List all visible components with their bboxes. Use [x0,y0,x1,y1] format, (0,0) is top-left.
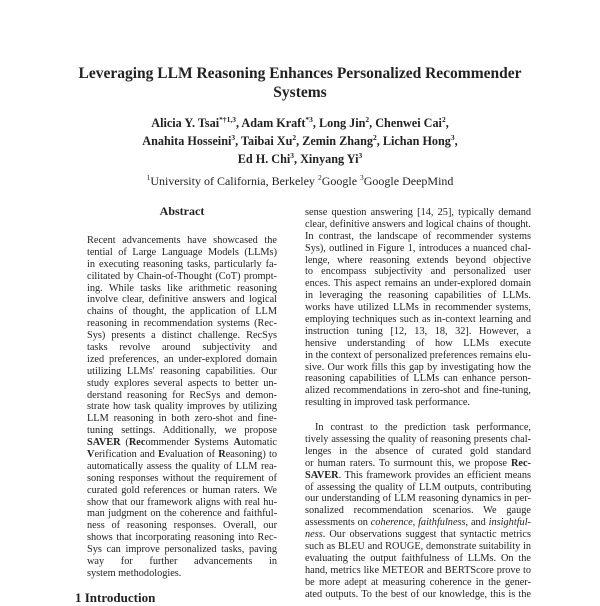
author-name: Zemin Zhang [302,134,373,148]
text-line [87,520,277,532]
author-affiliation-mark: 2 [365,115,370,124]
text-line [305,231,531,243]
text-line [305,243,531,255]
section-heading-introduction: 1 Introduction [75,590,156,605]
text-line [87,461,277,473]
author-name: Alicia Y. Tsai [151,116,220,130]
text-run: sive. Our work fills this gap by investigating how the [305,361,531,373]
text-run: instruction tuning [12, 13, 18, 32]. However, a [305,325,531,337]
text-line [87,330,277,342]
text-run: Sys) presents a distinct challenge. RecSys [87,330,277,342]
author-name: Xinyang Yi [300,152,359,166]
text-line [87,354,277,366]
paper-title-line-1: Leveraging LLM Reasoning Enhances Personalized Recommender [78,65,522,82]
text-run: works have utilized LLMs in recommender systems, [305,302,531,314]
text-line [87,390,277,402]
text-run: Recent advancements have showcased the [87,235,277,246]
text-line [87,318,277,330]
text-run: reasoning capabilities of LLMs can enhance person- [305,373,531,385]
text-run: In contrast to the prediction task performance, [315,422,531,434]
text-run: shows that incorporating reasoning into Rec- [87,532,277,544]
text-line [87,294,277,306]
text-line [305,326,531,338]
text-run: ences. This aspect remains an under-explored domain [305,278,531,290]
text-line [87,401,277,413]
author-affiliation-mark: 3 [358,151,363,160]
text-run: such as BLEU and ROUGE, demonstrate suitability in [305,541,531,553]
paragraph-gap [305,409,531,422]
text-run: assessments on [305,517,371,529]
bold-text: Rec- [510,457,531,469]
text-run: , [412,517,419,529]
author-affiliation-mark: *†1,3 [219,115,236,124]
text-line [305,207,531,219]
text-line [87,425,277,437]
text-line [305,314,531,326]
text-line [305,255,531,267]
text-line [305,565,531,577]
italic-text: faithfulness [418,517,466,529]
text-run: Sys can improve personalized tasks, paving [87,544,277,556]
author-affiliation-mark: *3 [305,115,313,124]
text-run: ated outputs. To the best of our knowledge, this is the [305,588,531,600]
bold-text: SAVER [305,469,339,481]
text-run: easoning) to [225,449,277,461]
affiliation-name: University of California, Berkeley [150,174,315,188]
author-name: Adam Kraft [241,116,306,130]
text-line [87,259,277,271]
affiliations [0,174,600,189]
text-line [305,446,531,458]
author-list: Alicia Y. Tsai$^{*\dagger 1,3}$, Adam Kraft$^{*3}$, Long Jin$^2$, Chenwei Cai$^2$, Anahita Hosseini$^3$, Taibai Xu$^2$, Zemin Zhang$^2$, Lichan Hong$^3$, Ed H. Chi$^3$, Xinyang Yi$^3$ [142,115,458,166]
text-run: lenges in the absence of curated gold standard [305,445,531,457]
author-affiliation-mark: 2 [292,133,297,142]
text-line [305,302,531,314]
text-line [305,385,531,397]
text-line [305,458,531,470]
text-run: valuation of [164,449,219,461]
text-line [305,219,531,231]
author-name: Anahita Hosseini [142,134,232,148]
bold-text: S [194,437,201,449]
text-run: ( [120,437,129,449]
text-run: ness of reasoning responses. Overall, our [87,520,277,532]
text-run: study explores several aspects to better un- [87,377,277,389]
text-run: Sys), outlined in Figure 1, introduces a nuanced chal- [305,242,531,254]
text-line [87,366,277,378]
text-line [87,449,277,461]
author-name: Long Jin [318,116,366,130]
text-line [87,544,277,556]
text-line [305,290,531,302]
abstract-body [87,235,277,580]
text-run: lenge, where reasoning extends beyond objective [305,254,531,266]
bold-text: E [158,449,165,461]
text-line [87,235,277,247]
text-run: ized preferences, an under-explored domain [87,353,277,365]
text-line [87,342,277,354]
text-run: be more adept at measuring coherence in the gener- [305,576,531,588]
bold-text: A [233,437,241,449]
author-affiliation-mark: 2 [441,115,446,124]
text-line [305,589,531,601]
text-line [305,350,531,362]
author-affiliation-mark: 3 [290,151,295,160]
author-name: Taibai Xu [240,134,293,148]
text-line [305,373,531,385]
text-line [87,378,277,390]
text-run: in executing reasoning tasks, particularly fa- [87,258,277,270]
italic-text: insightful- [488,517,531,529]
text-run: LLM reasoning in both zero-shot and fine- [87,413,277,425]
text-run: erification and [94,449,159,461]
affiliation-mark: 1 [146,173,151,182]
text-run: evaluating the output faithfulness of LLMs. On the [305,552,531,564]
affiliation-mark: 3 [360,173,364,182]
text-run: strate how task quality improves by utilizing [87,401,277,413]
text-line [87,508,277,520]
author-affiliation-mark: 3 [231,133,236,142]
text-run: hensive understanding of how LLMs execute [305,337,531,349]
text-run: ing. While tasks like arithmetic reasoning [87,282,277,294]
text-run: sonalized recommendation scenarios. We gauge [305,505,531,517]
text-run: system methodologies. [87,567,182,579]
bold-text: R [218,449,226,461]
text-line [305,541,531,553]
text-run: show that our framework aligns with real hu- [87,496,277,508]
text-line [87,413,277,425]
text-line [87,271,277,283]
paper-title-line-2: Systems [273,84,327,101]
text-run: In contrast, the landscape of recommender systems [305,230,531,242]
text-line [87,556,277,568]
text-run: alized recommendations in zero-shot and fine-tuning, [305,385,531,397]
italic-text: coherence [370,517,413,529]
text-run: tively assessing the quality of reasoning presents chal- [305,434,531,446]
text-run: utomatic [240,437,277,449]
bold-text: V [87,449,95,461]
text-line [305,529,531,541]
text-run: reasoning in recommendation systems (Rec- [87,318,277,330]
text-run: derstand reasoning for RecSys and demon- [87,389,277,401]
author-affiliation-mark: 2 [372,133,377,142]
text-run: involve clear, definitive answers and logical [87,294,277,306]
text-line [305,362,531,374]
text-line [305,422,531,434]
text-line [87,485,277,497]
text-line [305,338,531,350]
text-line [87,473,277,485]
text-line [87,532,277,544]
text-run: to encompass subjectivity and personalized user [305,266,531,278]
text-run: cilitated by Chain-of-Thought (CoT) prompt- [87,270,277,282]
text-run: sense question answering [14, 25], typically demand [305,207,531,218]
text-line [87,283,277,295]
text-run: ystems [200,437,234,449]
text-run: resulting in improved task performance. [305,397,470,409]
affiliation-mark: 2 [317,173,322,182]
text-line [305,505,531,517]
text-run: clear, definitive answers and logical chains of thought. [305,218,531,230]
text-line [305,397,531,409]
text-run: tasks revolve around subjectivity and [87,342,277,354]
text-run: ommender [145,437,195,449]
text-line [305,493,531,505]
text-line [305,553,531,565]
bold-text: SAVER [87,437,121,449]
italic-text: ness [305,529,323,541]
right-column-body [305,207,531,601]
text-line [305,482,531,494]
author-name: Ed H. Chi [237,152,291,166]
text-run: or human raters. To surmount this, we propose [305,457,511,469]
author-name: Chenwei Cai [375,116,442,130]
text-run: . Our observations suggest that syntactic metrics [322,529,531,541]
text-run: tuning settings. Additionally, we propose [87,425,277,437]
text-run: hand, metrics like METEOR and BERTScore prove to [305,564,531,576]
text-line [87,497,277,509]
text-run: tential of Large Language Models (LLMs) [87,246,277,258]
text-line [305,278,531,290]
text-run: man judgment on the coherence and faithful- [87,508,277,520]
text-line [87,568,277,580]
text-run: in leveraging the reasoning capabilities of LLMs. [305,290,531,302]
text-run: of assessing the quality of LLM outputs, contributing [305,481,531,493]
abstract-heading: Abstract [159,204,205,218]
text-line [305,434,531,446]
author-name: Lichan Hong [382,134,451,148]
text-line [305,266,531,278]
text-run: automatically assess the quality of LLM rea- [87,460,277,472]
text-line [87,437,277,449]
text-line [87,306,277,318]
text-run: way for further advancements in [87,556,277,568]
text-run: chains of thought, the application of LLM [87,306,277,318]
text-run: employing techniques such as in-context learning and [305,314,531,326]
text-line [87,247,277,259]
text-run: in the context of personalized preferences remains elu- [305,349,531,361]
text-run: . This framework provides an efficient means [338,469,531,481]
text-run: curated gold references or human raters. We [87,484,277,496]
text-line [305,577,531,589]
text-run: soning responses without the requirement of [87,472,277,484]
affiliation-name: Google DeepMind [363,174,454,188]
text-line [305,470,531,482]
text-run: , and [465,517,489,529]
text-run: utilizing LLMs' reasoning capabilities. Our [87,365,277,377]
text-run: our understanding of LLM reasoning dynamics in per- [305,493,531,505]
bold-text: Rec [128,437,146,449]
text-line [305,517,531,529]
author-affiliation-mark: 3 [450,133,455,142]
affiliation-name: Google [321,174,358,188]
